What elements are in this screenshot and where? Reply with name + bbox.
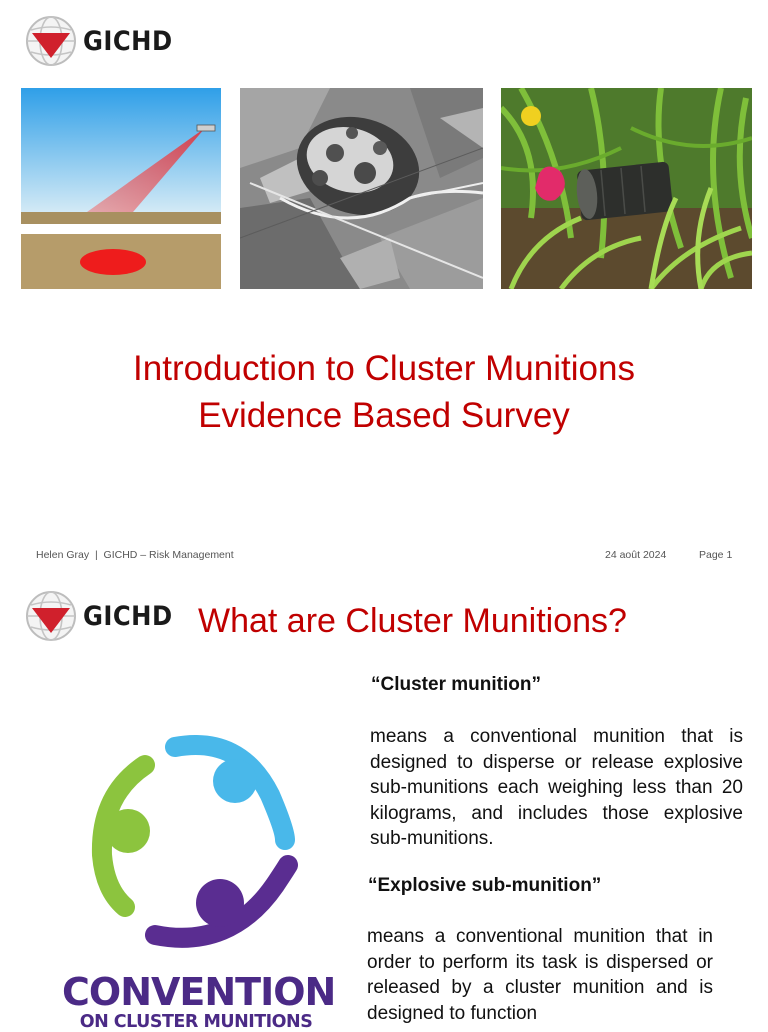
gichd-logo bbox=[25, 14, 183, 68]
gichd-globe-icon bbox=[25, 589, 77, 643]
term-explosive-submunition: “Explosive sub-munition” bbox=[368, 875, 602, 896]
footer-author: Helen Gray bbox=[36, 549, 90, 561]
ccm-line-1: CONVENTION bbox=[62, 970, 336, 1014]
gichd-logo-text: GICHD bbox=[83, 600, 173, 632]
aerial-photo-image bbox=[240, 88, 483, 289]
definition-cluster-munition: means a conventional munition that is designed to disperse or release explosive sub-munitions each weighing less than 20 kilograms, and includes those explosive sub-munitions. bbox=[370, 726, 743, 849]
footer-page-number: Page 1 bbox=[699, 549, 733, 561]
definition-explosive-submunition: means a conventional munition that in order to perform its task is dispersed or released by a cluster munition and is designed to function bbox=[367, 926, 713, 1024]
laser-diagram-image bbox=[21, 88, 221, 289]
ccm-logo-icon bbox=[80, 735, 310, 950]
gichd-logo-text: GICHD bbox=[83, 25, 173, 57]
submunition-photo-image bbox=[501, 88, 752, 289]
footer-organization: GICHD – Risk Management bbox=[103, 549, 234, 561]
footer-date: 24 août 2024 bbox=[605, 549, 667, 561]
term-cluster-munition: “Cluster munition” bbox=[371, 674, 541, 695]
presentation-title bbox=[0, 345, 768, 439]
gichd-globe-icon bbox=[25, 14, 77, 68]
footer-left bbox=[36, 549, 234, 561]
gichd-logo bbox=[25, 589, 183, 643]
footer-separator: | bbox=[94, 549, 98, 561]
ccm-logo-text bbox=[62, 970, 336, 1032]
title-line-2: Evidence Based Survey bbox=[198, 396, 570, 435]
slide-title: What are Cluster Munitions? bbox=[198, 602, 627, 640]
ccm-line-2: ON CLUSTER MUNITIONS bbox=[79, 1012, 313, 1032]
title-line-1: Introduction to Cluster Munitions bbox=[133, 349, 635, 388]
